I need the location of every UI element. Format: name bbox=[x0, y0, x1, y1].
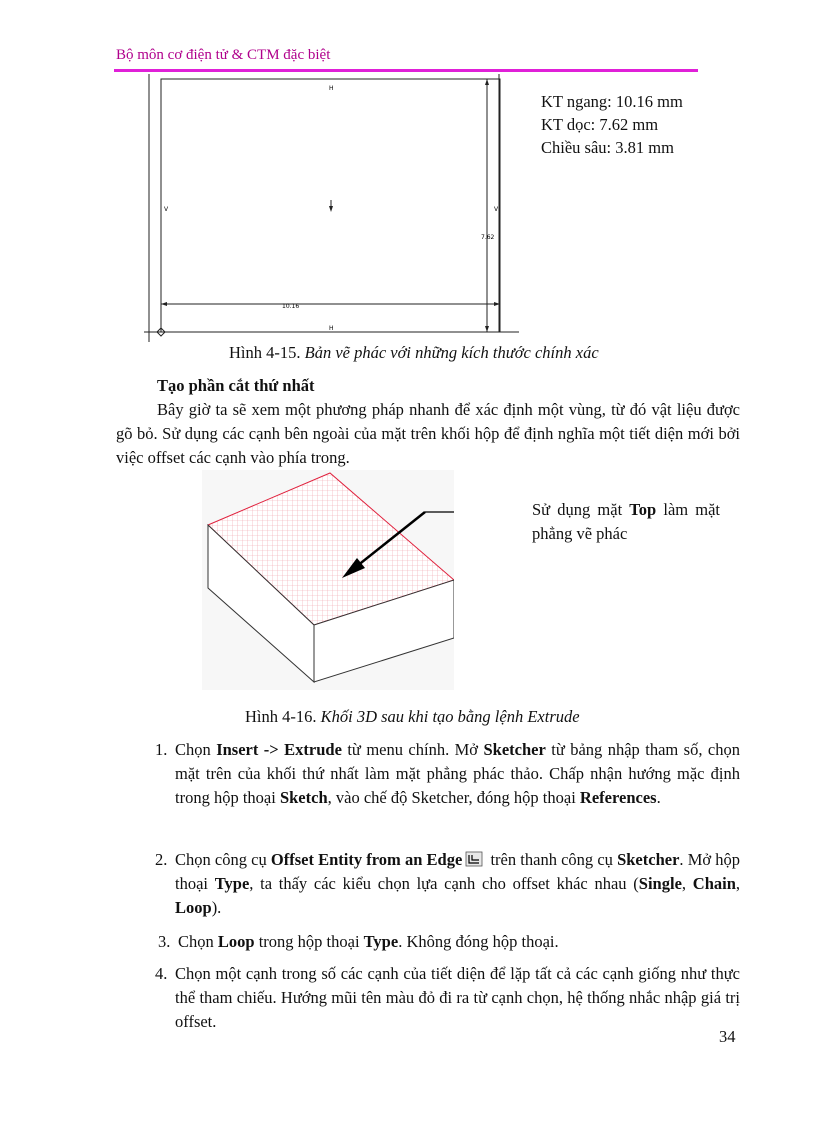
page-number: 34 bbox=[719, 1027, 736, 1046]
sketch-drawing bbox=[144, 74, 524, 342]
figure-caption-4-16: Hình 4-16. Khối 3D sau khi tạo bằng lệnh Extrude bbox=[245, 707, 580, 726]
step-2: 2. Chọn công cụ Offset Entity from an Edge trên thanh công cụ Sketcher. Mở hộp thoại Type, ta thấy các kiểu chọn lựa cạnh cho offset khác nhau (Single, Chain, Loop). bbox=[155, 850, 741, 917]
figure-callout: Sử dụng mặt Top làm mặt phẳng vẽ phác bbox=[532, 500, 720, 543]
figure-caption-4-15: Hình 4-15. Bản vẽ phác với những kích thước chính xác bbox=[229, 343, 599, 362]
dim-line-3: Chiều sâu: 3.81 mm bbox=[541, 138, 674, 157]
dim-height-label: 7.62 bbox=[481, 234, 495, 241]
step-1: 1. Chọn Insert -> Extrude từ menu chính. Mở Sketcher từ bảng nhập tham số, chọn mặt trên của khối thứ nhất làm mặt phẳng phác thảo. Chấp nhận hướng mặc định trong hộp thoại Sketch, vào chế độ Sketcher, đóng hộp thoại References. bbox=[155, 740, 740, 807]
extruded-box-figure bbox=[202, 470, 454, 690]
offset-entity-icon bbox=[465, 851, 483, 867]
step-3: 3. Chọn Loop trong hộp thoại Type. Không đóng hộp thoại. bbox=[158, 932, 559, 951]
constraint-v-right: V bbox=[494, 206, 499, 213]
constraint-h-bottom: H bbox=[329, 325, 334, 332]
constraint-h-top: H bbox=[329, 85, 334, 92]
dim-line-2: KT dọc: 7.62 mm bbox=[541, 115, 659, 134]
dim-width-label: 10.16 bbox=[282, 303, 300, 310]
intro-paragraph: Bây giờ ta sẽ xem một phương pháp nhanh để xác định một vùng, từ đó vật liệu được gõ bỏ. Sử dụng các cạnh bên ngoài của mặt trên khối hộp để định nghĩa một tiết diện mới bởi việc offset các cạnh vào phía trong. bbox=[116, 400, 740, 467]
section-heading: Tạo phần cắt thứ nhất bbox=[157, 376, 315, 395]
dimension-notes bbox=[541, 90, 683, 159]
header-rule bbox=[114, 69, 698, 72]
dim-line-1: KT ngang: 10.16 mm bbox=[541, 92, 683, 111]
step-4: 4. Chọn một cạnh trong số các cạnh của tiết diện để lặp tất cả các cạnh giống như thực thể tham chiếu. Hướng mũi tên màu đỏ đi ra từ cạnh chọn, hệ thống nhắc nhập giá trị offset. bbox=[155, 964, 740, 1031]
header-title: Bộ môn cơ điện tử & CTM đặc biệt bbox=[116, 47, 331, 63]
constraint-v-left: V bbox=[164, 206, 169, 213]
